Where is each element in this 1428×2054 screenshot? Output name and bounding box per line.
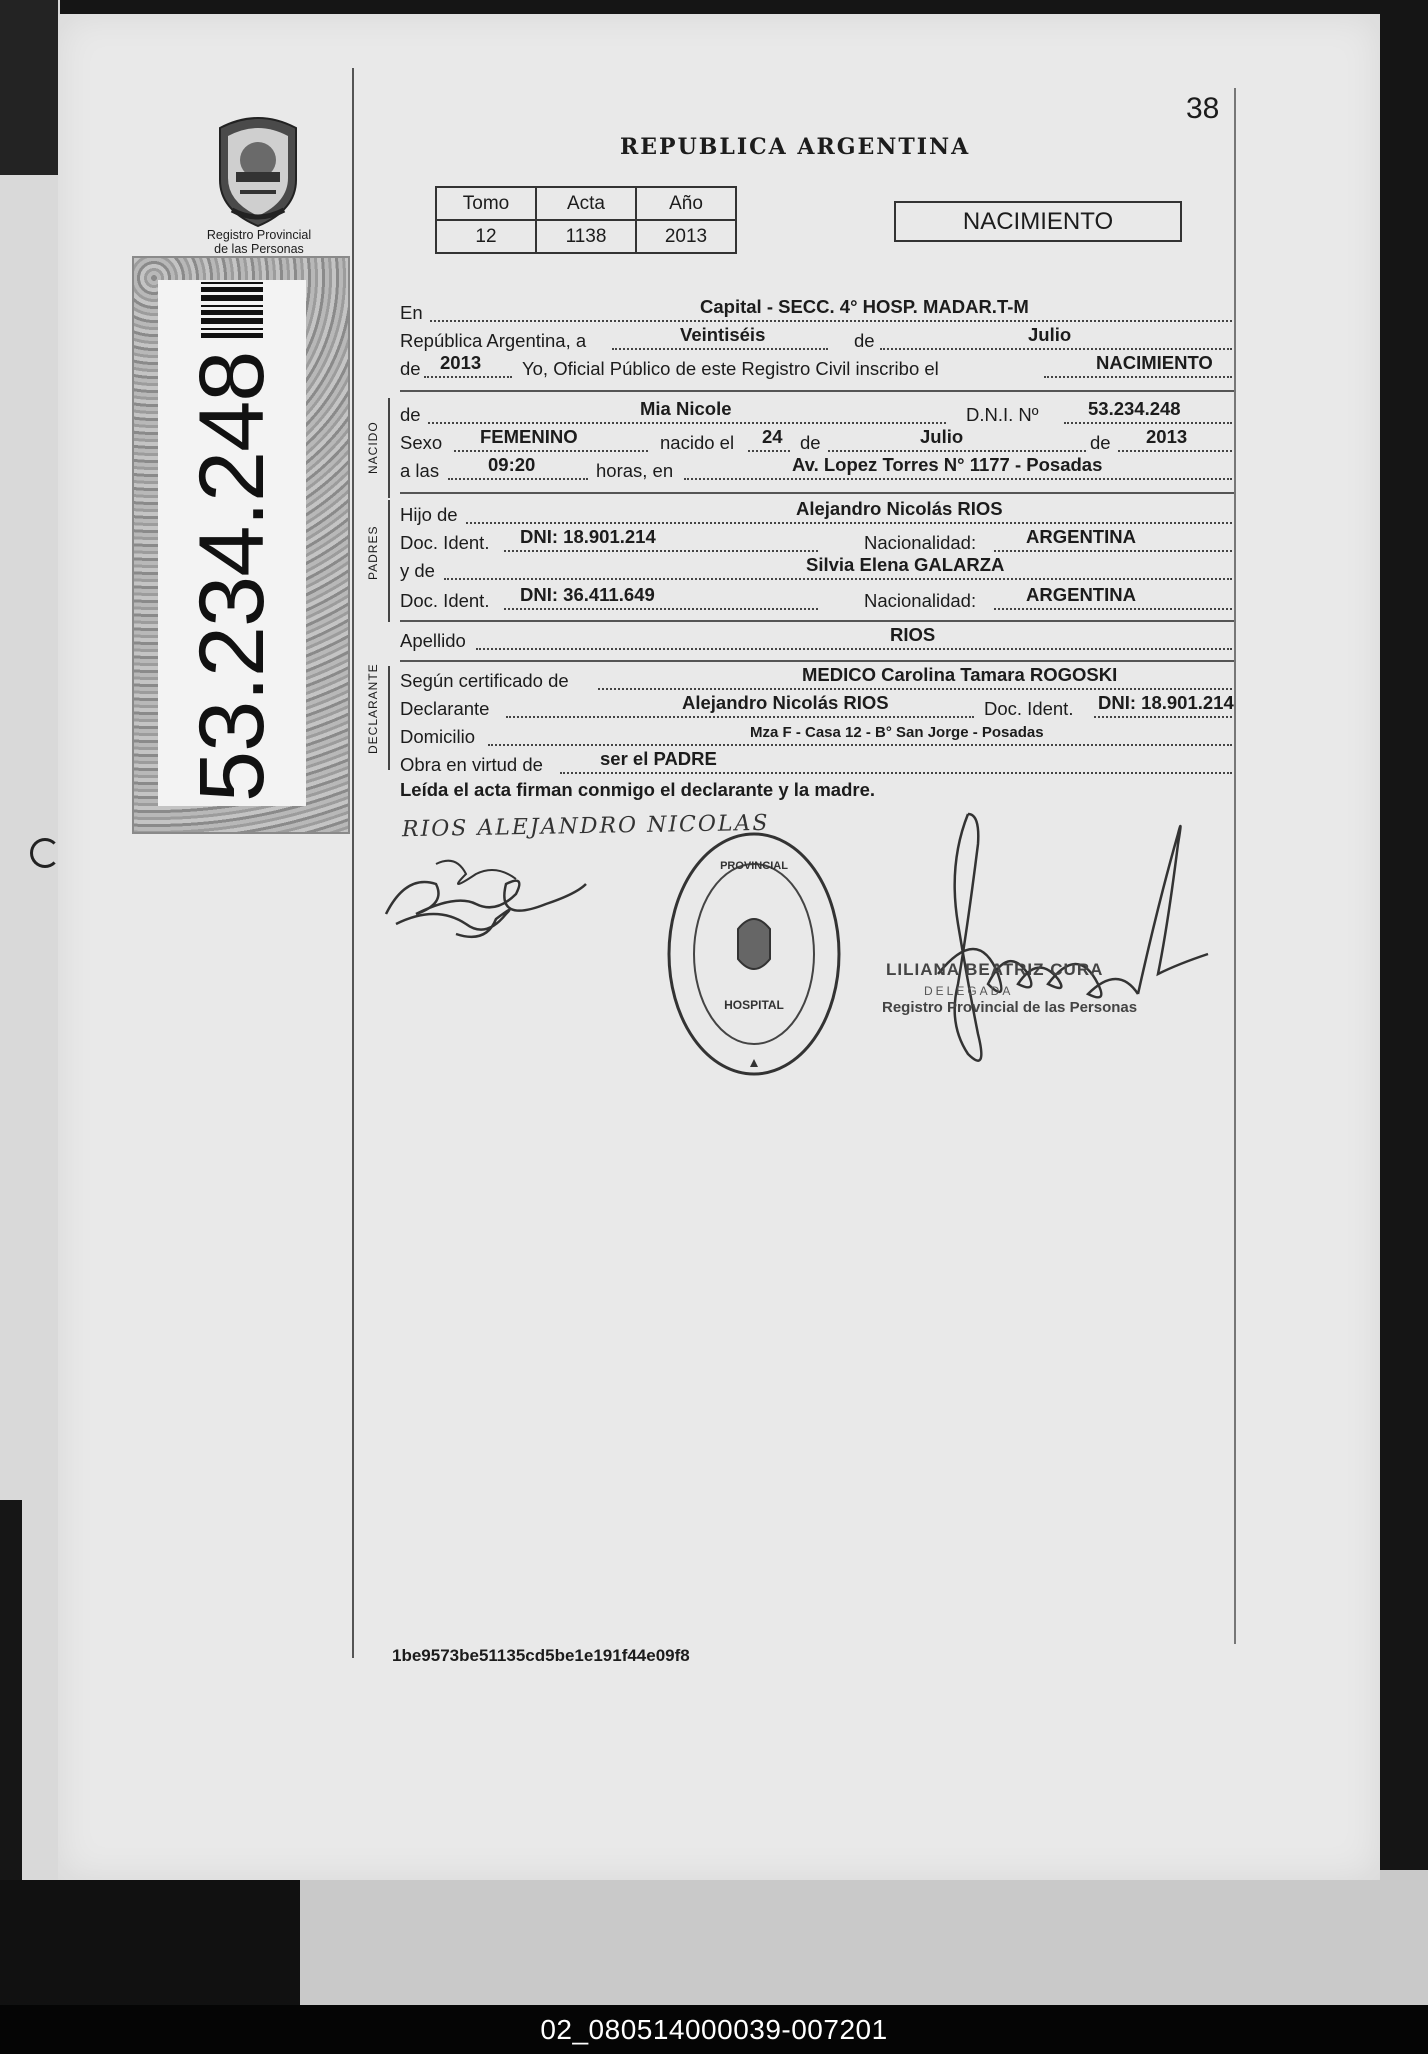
page-number: 38 [1186, 92, 1220, 125]
section-label-padres: PADRES [366, 525, 380, 580]
value-birth-year: 2013 [1146, 426, 1188, 447]
value-mother-doc: DNI: 36.411.649 [520, 584, 655, 605]
country-title: REPUBLICA ARGENTINA [620, 134, 971, 160]
ref-value-anio: 2013 [636, 220, 736, 253]
section-label-nacido: NACIDO [366, 421, 380, 474]
provincial-crest-icon [210, 110, 306, 230]
ref-value-tomo: 12 [436, 220, 536, 253]
value-mother-name: Silvia Elena GALARZA [806, 554, 1005, 575]
value-year: 2013 [440, 352, 482, 373]
value-dni: 53.234.248 [1088, 398, 1181, 419]
label-hijo-de: Hijo de [400, 504, 458, 525]
nacido-side-line [388, 398, 390, 498]
official-organization: Registro Provincial de las Personas [882, 999, 1138, 1016]
value-capacity: ser el PADRE [600, 748, 717, 769]
ref-header-acta: Acta [536, 187, 636, 220]
declarant-signature [376, 844, 596, 954]
label-declarante: Declarante [400, 698, 490, 719]
label-domicilio: Domicilio [400, 726, 476, 747]
value-name: Mia Nicole [640, 398, 732, 419]
ref-header-anio: Año [636, 187, 736, 220]
official-role: DELEGADA [924, 984, 1014, 998]
left-margin-line [352, 68, 354, 1658]
registry-label-line2: de las Personas [214, 242, 304, 256]
value-act: NACIMIENTO [1096, 352, 1213, 373]
birth-certificate-page [58, 14, 1380, 1880]
reference-table [435, 186, 737, 254]
official-signature [928, 804, 1248, 1094]
label-de-year2: de [1090, 432, 1111, 453]
binder-ring-icon [30, 838, 60, 868]
id-number: 53.234.248 [180, 351, 283, 802]
label-doc-ident-mother: Doc. Ident. [400, 590, 490, 611]
row-mother-doc [400, 584, 1234, 618]
label-nacido: nacido el [660, 432, 735, 453]
section-label-declarante: DECLARANTE [366, 663, 380, 754]
label-nacionalidad-father: Nacionalidad: [864, 532, 977, 553]
label-obra-en-virtud: Obra en virtud de [400, 754, 543, 775]
row-inscription [400, 352, 1234, 386]
label-a-las: a las [400, 460, 440, 481]
id-band-content [158, 280, 306, 806]
registry-label [178, 228, 340, 256]
label-segun-certificado: Según certificado de [400, 670, 569, 691]
value-birth-day: 24 [762, 426, 783, 447]
label-sexo: Sexo [400, 432, 443, 453]
value-declarant: Alejandro Nicolás RIOS [682, 692, 889, 713]
scan-left-shadow-lower [0, 1500, 22, 1880]
ref-value-acta: 1138 [536, 220, 636, 253]
value-address: Mza F - Casa 12 - B° San Jorge - Posadas [750, 724, 1044, 741]
value-sex: FEMENINO [480, 426, 578, 447]
separator-4 [400, 660, 1234, 662]
label-dni: D.N.I. Nº [966, 404, 1039, 425]
official-name: LILIANA BEATRIZ CURA [886, 960, 1104, 979]
label-de-year: de [400, 358, 421, 379]
value-father-nationality: ARGENTINA [1026, 526, 1136, 547]
label-republica: República Argentina, a [400, 330, 587, 351]
label-apellido: Apellido [400, 630, 466, 651]
value-place: Capital - SECC. 4° HOSP. MADAR.T-M [700, 296, 1029, 317]
label-en: En [400, 302, 423, 323]
value-father-name: Alejandro Nicolás RIOS [796, 498, 1003, 519]
label-horas-en: horas, en [596, 460, 674, 481]
svg-text:HOSPITAL: HOSPITAL [724, 998, 784, 1012]
handwritten-declarant-name: RIOS ALEJANDRO NICOLAS [401, 810, 770, 843]
value-father-doc: DNI: 18.901.214 [520, 526, 656, 547]
separator-2 [400, 492, 1234, 494]
label-nacionalidad-mother: Nacionalidad: [864, 590, 977, 611]
id-band-inner [158, 280, 306, 806]
separator-3 [400, 620, 1234, 622]
value-mother-nationality: ARGENTINA [1026, 584, 1136, 605]
value-birth-time: 09:20 [488, 454, 536, 475]
row-surname [400, 624, 1234, 658]
value-declarant-doc: DNI: 18.901.214 [1098, 692, 1234, 713]
row-time-place [400, 454, 1234, 488]
label-de-name: de [400, 404, 421, 425]
ref-header-tomo: Tomo [436, 187, 536, 220]
document-hash: 1be9573be51135cd5be1e191f44e09f8 [392, 1646, 690, 1665]
official-seal-icon [664, 829, 844, 1079]
value-month: Julio [1028, 324, 1072, 345]
id-number-band [132, 256, 350, 834]
separator-1 [400, 390, 1234, 392]
scan-footer-id: 02_080514000039-007201 [0, 2005, 1428, 2054]
scan-bottom-background [300, 1870, 1428, 2005]
barcode-icon [201, 280, 263, 338]
registry-label-line1: Registro Provincial [206, 228, 312, 242]
label-de-month: de [854, 330, 875, 351]
scan-bottom-shadow [0, 1880, 300, 2005]
row-place [400, 296, 1234, 330]
closing-statement: Leída el acta firman conmigo el declarante y la madre. [400, 779, 876, 800]
scan-left-shadow [0, 0, 58, 175]
value-surname: RIOS [890, 624, 936, 645]
row-declarant [400, 692, 1234, 726]
label-doc-ident-declarant: Doc. Ident. [984, 698, 1074, 719]
svg-text:PROVINCIAL: PROVINCIAL [720, 860, 788, 872]
value-birth-place: Av. Lopez Torres N° 1177 - Posadas [792, 454, 1103, 475]
label-yo-oficial: Yo, Oficial Público de este Registro Civil inscribo el [522, 358, 939, 379]
value-birth-month: Julio [920, 426, 964, 447]
row-capacity [400, 748, 1234, 782]
value-certificate: MEDICO Carolina Tamara ROGOSKI [802, 664, 1118, 685]
declarante-side-line [388, 666, 390, 770]
value-day: Veintiséis [680, 324, 766, 345]
label-doc-ident-father: Doc. Ident. [400, 532, 490, 553]
padres-side-line [388, 500, 390, 622]
label-de-month2: de [800, 432, 821, 453]
label-y-de: y de [400, 560, 435, 581]
act-type-box: NACIMIENTO [894, 201, 1182, 242]
row-address [400, 726, 1234, 754]
